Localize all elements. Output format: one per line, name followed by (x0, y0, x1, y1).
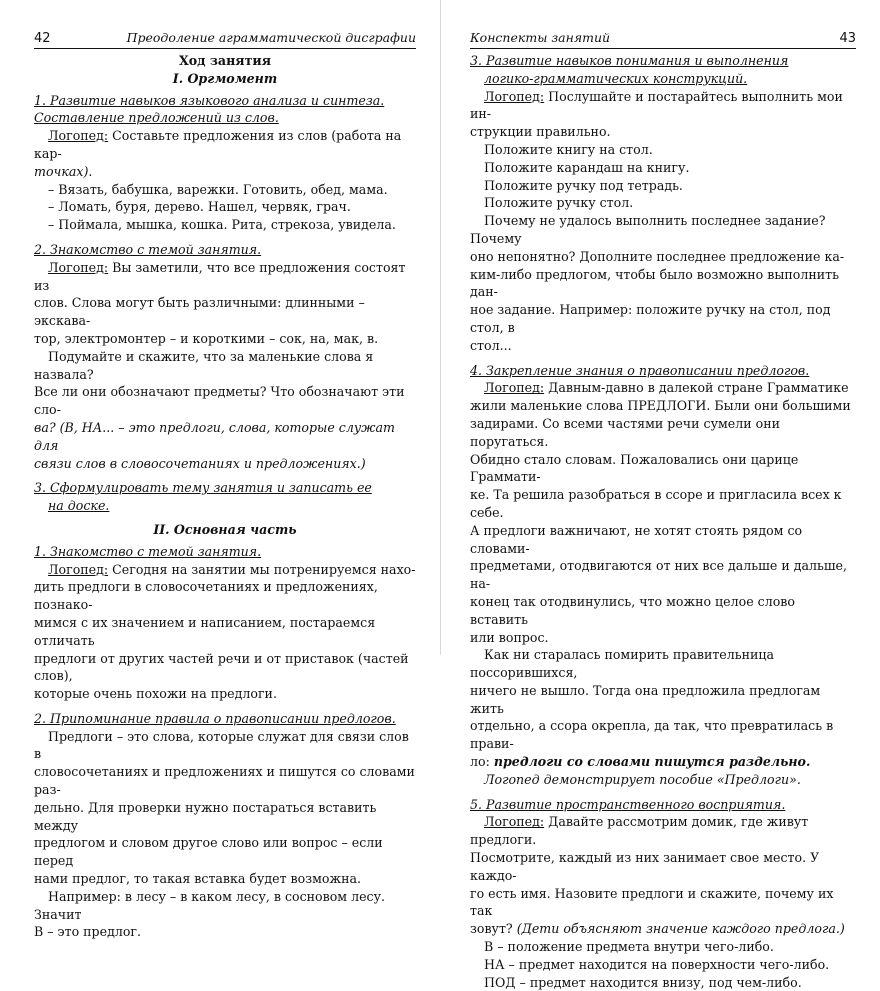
part-heading: I. Оргмомент (172, 70, 278, 86)
paragraph-line: предлогом и словом другое слово или вопрос – если перед (34, 835, 383, 869)
running-header (470, 30, 856, 49)
paragraph-line: струкции правильно. (470, 124, 611, 140)
paragraph-line: которые очень похожи на предлоги. (34, 686, 277, 702)
paragraph-line: Предлоги – это слова, которые служат для связи слов в (34, 728, 409, 762)
paragraph: Логопед: Давным-давно в далекой стране Грамматике (484, 380, 849, 396)
paragraph-line: ничего не вышло. Тогда она предложила предлогам жить (470, 682, 821, 716)
section-title: 5. Развитие пространственного восприятия. (470, 796, 786, 812)
section-title: 4. Закрепление знания о правописании предлогов. (470, 362, 810, 378)
list-item: ПОД – предмет находится внизу, под чем-либо. (484, 974, 802, 990)
section-title: 1. Знакомство с темой занятия. (34, 543, 262, 559)
left-page (0, 0, 440, 940)
paragraph-line: предметами, отодвигаются от них все дальше и дальше, на- (470, 558, 848, 592)
paragraph-line: зовут? (Дети объясняют значение каждого предлога.) (470, 921, 845, 937)
list-item: Положите книгу на стол. (484, 141, 653, 157)
list-item: В – положение предмета внутри чего-либо. (484, 939, 774, 955)
paragraph-line: Почему не удалось выполнить последнее задание? Почему (470, 213, 826, 246)
paragraph-line: точках). (34, 163, 93, 179)
section-title: 2. Знакомство с темой занятия. (34, 241, 262, 257)
paragraph-line: задирами. Со всеми частями речи сумели они поругаться. (470, 415, 781, 449)
list-item: НА – предмет находится на поверхности чего-либо. (484, 956, 830, 972)
list-item: – Ломать, буря, дерево. Нашел, червяк, грач. (48, 199, 351, 215)
lesson-heading: Ход занятия (178, 53, 272, 68)
paragraph-line: В – это предлог. (34, 924, 142, 940)
paragraph-line: предлоги от других частей речи и от приставок (частей слов), (34, 650, 409, 684)
speaker-label: Логопед: (48, 561, 109, 577)
running-header (34, 30, 416, 49)
paragraph-line: ке. Та решила разобраться в ссоре и пригласила всех к себе. (470, 487, 842, 520)
section-title: 1. Развитие навыков языкового анализа и синтеза. Составление предложений из слов. (34, 92, 385, 126)
paragraph-line: А предлоги важничают, не хотят стоять рядом со словами- (470, 522, 803, 556)
speaker-label: Логопед: (48, 128, 109, 144)
paragraph: Логопед: Составьте предложения из слов (работа на кар- (34, 128, 402, 161)
paragraph-line: связи слов в словосочетаниях и предложениях.) (34, 455, 366, 471)
running-title: Преодоление аграмматической дисграфии (126, 30, 416, 45)
paragraph-line: Все ли они обозначают предметы? Что обозначают эти сло- (34, 384, 405, 418)
paragraph-line: Подумайте и скажите, что за маленькие слова я назвала? (34, 348, 374, 382)
paragraph: Логопед: Послушайте и постарайтесь выполнить мои ин- (470, 88, 843, 122)
paragraph-line: отдельно, а ссора окрепла, да так, что превратилась в прави- (470, 718, 834, 752)
paragraph-line: ное задание. Например: положите ручку на стол, под стол, в (470, 302, 831, 335)
paragraph-line: Логопед демонстрирует пособие «Предлоги». (484, 771, 801, 787)
paragraph-line: Посмотрите, каждый из них занимает свое место. У каждо- (470, 850, 820, 883)
paragraph-line: ло: предлоги со словами пишутся раздельно. (470, 754, 811, 770)
paragraph-line: конец так отодвинулись, что можно целое слово вставить (470, 593, 795, 627)
paragraph-line: го есть имя. Назовите предлоги и скажите, почему их так (470, 885, 834, 919)
paragraph-line: Как ни старалась помирить правительница поссорившихся, (470, 647, 775, 681)
paragraph-line: ва? (В, НА... – это предлоги, слова, которые служат для (34, 419, 395, 453)
speaker-label: Логопед: (48, 259, 109, 275)
rule-emphasis: предлоги со словами пишутся раздельно. (493, 754, 811, 770)
speaker-label: Логопед: (484, 814, 545, 830)
running-title: Конспекты занятий (470, 30, 611, 45)
paragraph-line: дить предлоги в словосочетаниях и предложениях, познако- (34, 579, 378, 613)
section-title: 3. Сформулировать тему занятия и записать ее на доске. (34, 480, 372, 514)
page-number: 43 (839, 31, 856, 46)
paragraph-line: стол... (470, 337, 512, 353)
right-page (440, 0, 880, 990)
paragraph-line: оно непонятно? Дополните последнее предложение ка- (470, 248, 845, 264)
list-item: – Вязать, бабушка, варежки. Готовить, обед, мама. (48, 181, 388, 197)
paragraph-line: Обидно стало словам. Пожаловались они царице Граммати- (470, 451, 799, 485)
speaker-label: Логопед: (484, 88, 545, 104)
paragraph: Логопед: Вы заметили, что все предложения состоят из (34, 259, 406, 293)
paragraph-line: Например: в лесу – в каком лесу, в сосновом лесу. Значит (34, 888, 386, 922)
paragraph: Логопед: Давайте рассмотрим домик, где живут предлоги. (470, 814, 809, 848)
list-item: – Поймала, мышка, кошка. Рита, стрекоза, увидела. (48, 217, 396, 233)
paragraph: Логопед: Сегодня на занятии мы потренируемся нахо- (48, 561, 416, 577)
section-title: 2. Припоминание правила о правописании предлогов. (34, 710, 396, 726)
paragraph-line: слов. Слова могут быть различными: длинными – экскава- (34, 295, 365, 329)
section-title: 3. Развитие навыков понимания и выполнения логико-грамматических конструкций. (470, 53, 789, 86)
paragraph-line: мимся с их значением и написанием, постараемся отличать (34, 614, 376, 648)
paragraph-line: или вопрос. (470, 629, 549, 645)
list-item: Положите ручку под тетрадь. (484, 177, 683, 193)
part-heading: II. Основная часть (153, 521, 297, 537)
paragraph-line: дельно. Для проверки нужно постараться вставить между (34, 799, 377, 833)
list-item: Положите ручку стол. (484, 195, 634, 211)
page-number: 42 (34, 31, 51, 46)
list-item: Положите карандаш на книгу. (484, 159, 690, 175)
paragraph-line: тор, электромонтер – и короткими – сок, на, мак, в. (34, 330, 379, 346)
paragraph-line: нами предлог, то такая вставка будет возможна. (34, 871, 361, 887)
paragraph-line: ким-либо предлогом, чтобы было возможно выполнить дан- (470, 266, 839, 300)
speaker-label: Логопед: (484, 380, 545, 396)
paragraph-line: словосочетаниях и предложениях и пишутся со словами раз- (34, 764, 415, 798)
paragraph-line: жили маленькие слова ПРЕДЛОГИ. Были они большими (470, 398, 851, 414)
